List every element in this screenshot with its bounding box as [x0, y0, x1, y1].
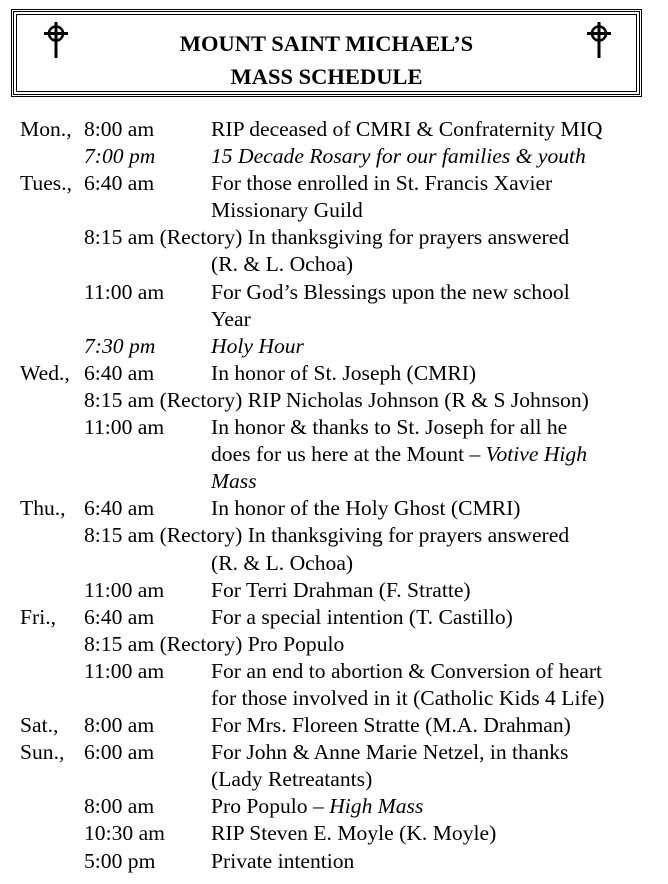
- mass-intention-text: Missionary Guild: [211, 198, 363, 223]
- mass-intention-text: RIP Steven E. Moyle (K. Moyle): [211, 821, 497, 846]
- page-subtitle: MASS SCHEDULE: [230, 64, 423, 89]
- mass-time: 7:00 pm: [84, 144, 156, 169]
- mass-intention-text: (R. & L. Ochoa): [211, 550, 354, 575]
- schedule-row: [0, 522, 668, 549]
- mass-intention-text: For God’s Blessings upon the new school: [211, 279, 570, 304]
- day-label: Sun.,: [20, 740, 65, 765]
- mass-intention-text: Pro Populo: [247, 631, 345, 656]
- mass-intention: [211, 441, 587, 468]
- schedule-row: [0, 279, 668, 306]
- day-label: Mon.,: [20, 117, 72, 141]
- mass-time: 8:15 am (Rectory): [84, 523, 243, 548]
- mass-time: 11:00 am: [84, 658, 165, 683]
- mass-time: 8:15 am (Rectory): [84, 631, 243, 656]
- mass-intention: [211, 739, 568, 766]
- schedule-row: [0, 631, 668, 658]
- mass-intention: [84, 387, 589, 414]
- day-label: Wed.,: [20, 360, 70, 385]
- mass-intention: [211, 577, 471, 604]
- mass-intention-text: RIP Nicholas Johnson (R & S Johnson): [247, 387, 589, 412]
- mass-intention: [211, 820, 496, 847]
- schedule-row: [0, 577, 668, 604]
- mass-time: 10:30 am: [84, 821, 165, 846]
- mass-time: 6:40 am: [84, 171, 155, 196]
- mass-time: 8:15 am (Rectory): [84, 225, 243, 250]
- schedule-row: [0, 820, 668, 847]
- schedule-row: [0, 360, 668, 387]
- mass-intention-text: (Lady Retreatants): [211, 767, 373, 792]
- mass-intention-text: For Terri Drahman (F. Stratte): [211, 577, 471, 602]
- mass-time: 11:00 am: [84, 279, 165, 304]
- schedule-row: [0, 604, 668, 631]
- schedule-row: [0, 333, 668, 360]
- mass-intention-text: RIP deceased of CMRI & Confraternity MIQ: [211, 117, 603, 141]
- header-box: [11, 9, 642, 97]
- schedule-row: [0, 766, 668, 793]
- mass-intention-text: For Mrs. Floreen Stratte (M.A. Drahman): [211, 713, 571, 738]
- mass-time: 8:00 am: [84, 117, 155, 141]
- schedule-row: [0, 197, 668, 224]
- mass-intention: [84, 224, 569, 251]
- mass-intention: [211, 495, 520, 522]
- mass-intention-text: For a special intention (T. Castillo): [211, 604, 513, 629]
- mass-intention: [211, 279, 570, 306]
- day-label: Thu.,: [20, 496, 66, 521]
- mass-intention-text: For those enrolled in St. Francis Xavier: [211, 171, 553, 196]
- mass-intention: [211, 170, 552, 197]
- mass-schedule: [0, 116, 668, 875]
- mass-intention-text: In honor of the Holy Ghost (CMRI): [211, 496, 521, 521]
- mass-intention: [211, 793, 423, 820]
- schedule-row: [0, 306, 668, 333]
- mass-time: 6:40 am: [84, 360, 155, 385]
- mass-intention-text: In thanksgiving for prayers answered: [247, 225, 570, 250]
- mass-intention-text: In thanksgiving for prayers answered: [247, 523, 570, 548]
- mass-time: 5:00 pm: [84, 848, 156, 873]
- mass-intention-text: Year: [211, 306, 251, 331]
- mass-intention: [211, 414, 567, 441]
- mass-intention: [211, 468, 257, 495]
- mass-intention: [211, 685, 604, 712]
- mass-intention-text: Private intention: [211, 848, 355, 873]
- mass-intention-text: In honor & thanks to St. Joseph for all he: [211, 415, 568, 440]
- mass-intention: [211, 197, 363, 224]
- mass-intention: [211, 658, 602, 685]
- schedule-row: [0, 739, 668, 766]
- mass-time: 6:40 am: [84, 604, 155, 629]
- mass-intention-text: For an end to abortion & Conversion of heart: [211, 658, 603, 683]
- mass-intention: [84, 522, 569, 549]
- mass-intention-text: Mass: [211, 469, 257, 494]
- schedule-row: [0, 170, 668, 197]
- schedule-row: [0, 848, 668, 875]
- mass-time: 6:40 am: [84, 496, 155, 521]
- mass-intention: [211, 143, 586, 170]
- schedule-row: [0, 793, 668, 820]
- mass-intention: [211, 360, 476, 387]
- mass-intention: [211, 550, 353, 577]
- mass-type-note: Votive High: [485, 442, 588, 467]
- mass-time: 6:00 am: [84, 740, 155, 765]
- schedule-row: [0, 712, 668, 739]
- mass-type-note: High Mass: [329, 794, 424, 819]
- mass-time: 11:00 am: [84, 415, 165, 440]
- mass-intention-text: (R. & L. Ochoa): [211, 252, 354, 277]
- schedule-row: [0, 224, 668, 251]
- schedule-row: [0, 441, 668, 468]
- schedule-row: [0, 143, 668, 170]
- mass-time: 8:00 am: [84, 794, 155, 819]
- mass-time: 8:00 am: [84, 713, 155, 738]
- mass-intention-text: does for us here at the Mount –: [211, 442, 486, 467]
- mass-time: 8:15 am (Rectory): [84, 387, 243, 412]
- schedule-row: [0, 685, 668, 712]
- schedule-row: [0, 495, 668, 522]
- page-title: MOUNT SAINT MICHAEL’S: [179, 31, 474, 56]
- schedule-row: [0, 387, 668, 414]
- mass-intention-text: In honor of St. Joseph (CMRI): [211, 360, 477, 385]
- schedule-row: [0, 550, 668, 577]
- schedule-row: [0, 251, 668, 278]
- mass-intention-text: Pro Populo –: [211, 794, 330, 819]
- mass-intention-text: For John & Anne Marie Netzel, in thanks: [211, 740, 569, 765]
- mass-intention: [211, 116, 602, 143]
- schedule-row: [0, 116, 668, 143]
- mass-intention: [211, 333, 304, 360]
- schedule-row: [0, 468, 668, 495]
- mass-intention: [211, 712, 571, 739]
- day-label: Tues.,: [20, 171, 73, 196]
- mass-intention-text: for those involved in it (Catholic Kids 4 Life): [211, 685, 605, 710]
- mass-intention-text: 15 Decade Rosary for our families & youth: [211, 144, 586, 169]
- mass-time: 11:00 am: [84, 577, 165, 602]
- schedule-row: [0, 658, 668, 685]
- mass-time: 7:30 pm: [84, 333, 156, 358]
- schedule-row: [0, 414, 668, 441]
- mass-intention: [211, 604, 513, 631]
- day-label: Sat.,: [20, 713, 59, 738]
- mass-intention: [211, 848, 354, 875]
- mass-intention-text: Holy Hour: [211, 333, 304, 358]
- mass-intention: [211, 306, 251, 333]
- day-label: Fri.,: [20, 604, 56, 629]
- mass-intention: [84, 631, 344, 658]
- mass-intention: [211, 766, 372, 793]
- mass-intention: [211, 251, 353, 278]
